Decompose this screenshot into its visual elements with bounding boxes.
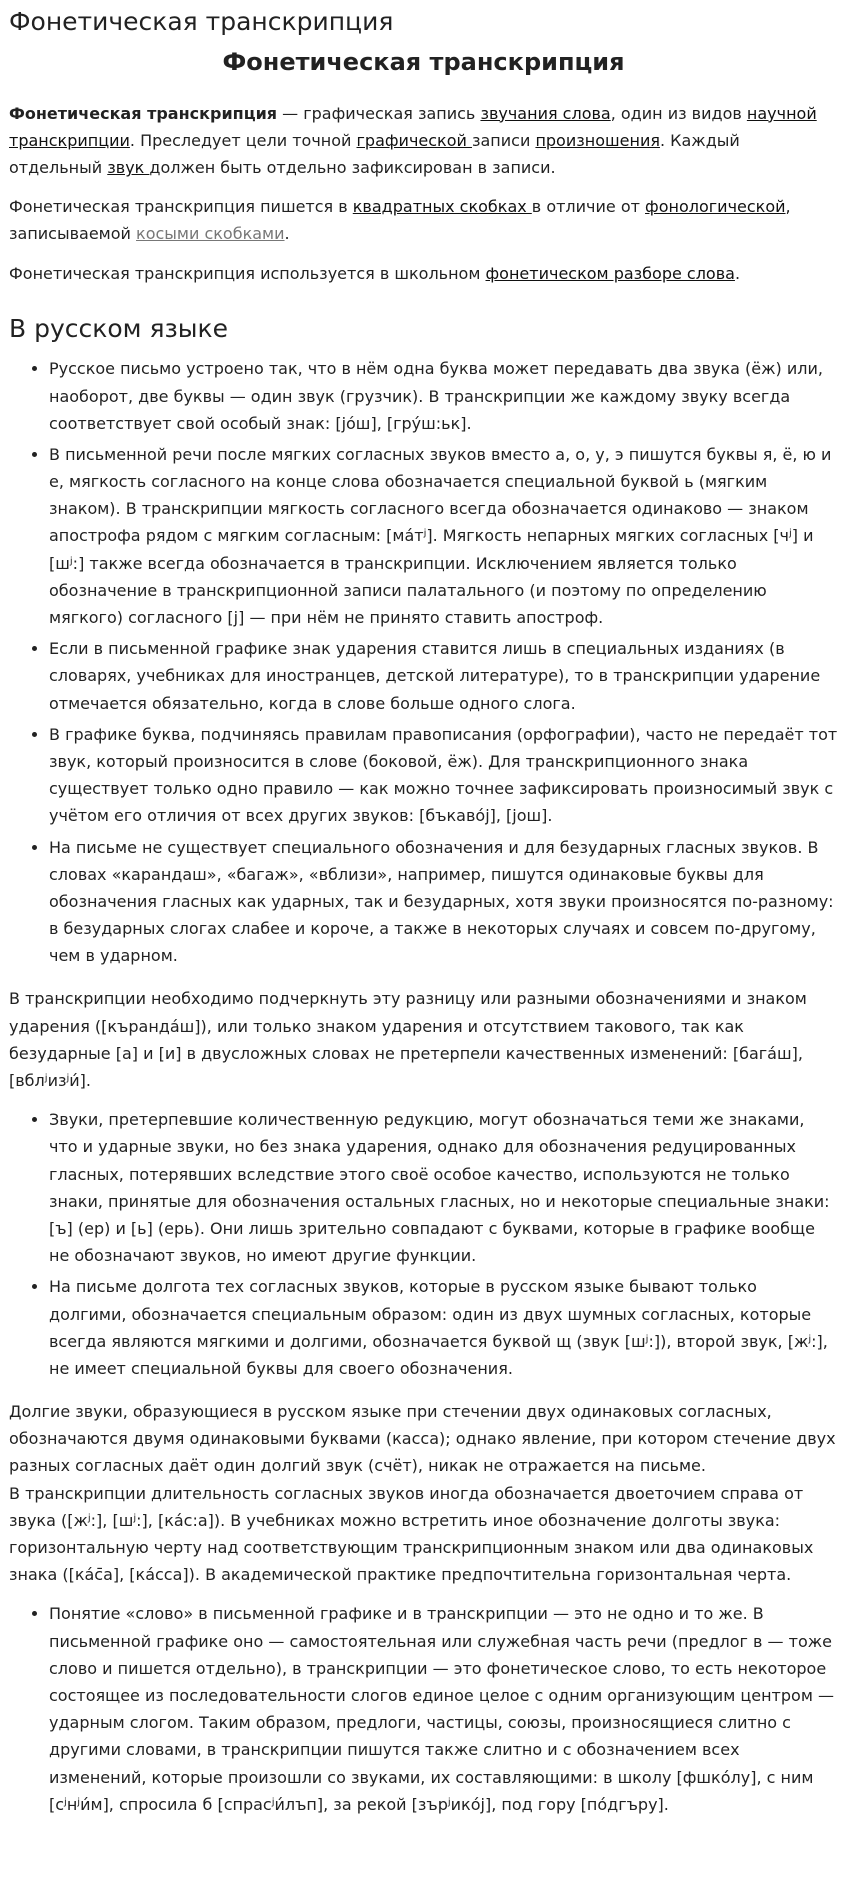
link-scientific-transcription[interactable]: научной транскрипции — [9, 103, 817, 150]
intro-paragraph-3: Фонетическая транскрипция используется в школьном фонетическом разборе слова. — [9, 263, 741, 283]
list-item: • На письме не существует специального обозначения и для безударных гласных звуков. В словах «карандаш», «багаж», «вблизи», например, пишутся одинаковые буквы для обозначения гласных как ударных, так и безударных, хотя звуки произносятся по-разному: в безударных слогах слабее и короче, а также в некоторых случаях и совсем по-другому, чем в ударном. — [49, 834, 838, 970]
intro-paragraph-1: Фонетическая транскрипция — графическая запись звучания слова, один из видов научной транскрипции. Преследует цели точной графической записи произношения. Каждый отдельный звук должен быть отдельно зафиксирован в записи. — [9, 103, 817, 178]
link-sound[interactable]: звук — [107, 158, 150, 178]
page-title: Фонетическая транскрипция — [9, 7, 394, 36]
link-square-brackets[interactable]: квадратных скобках — [352, 197, 532, 217]
link-graphic[interactable]: графической — [356, 130, 472, 150]
paragraph-stress: В транскрипции необходимо подчеркнуть эту разницу или разными обозначениями и знаком ударения ([кърандáш]), или только знаком ударения и отсутствием такового, так как безударные [а] и [и] в двусложных словах не претерпели качественных изменений: [бага́ш], [вблʲизʲи́]. — [9, 989, 807, 1090]
link-phonological[interactable]: фонологической — [645, 197, 786, 217]
list-item: • Русское письмо устроено так, что в нём одна буква может передавать два звука (ёж) или, наоборот, две буквы — один звук (грузчик). В транскрипции же каждому звуку всегда соответствует свой особый знак: [jóш], [гру́ш꞉ьк]. — [49, 355, 838, 437]
list-item: • Звуки, претерпевшие количественную редукцию, могут обозначаться теми же знаками, что и ударные звуки, но без знака ударения, однако для обозначения редуцированных гласных, потерявших вследствие этого своё особое качество, используются не только знаки, принятые для обозначения остальных гласных, но и некоторые специальные знаки: [ъ] (ер) и [ь] (ерь). Они лишь зрительно совпадают с буквами, которые в графике вообще не обозначают звуков, но имеют другие функции. — [49, 1106, 838, 1269]
link-word-sound[interactable]: звучания слова — [480, 103, 611, 123]
article-title: Фонетическая транскрипция — [222, 47, 625, 76]
link-slashes[interactable]: косыми скобками — [136, 224, 285, 244]
bullet-list-3 — [9, 1600, 838, 1818]
list-item: • В графике буква, подчиняясь правилам правописания (орфографии), часто не передаёт тот звук, который произносится в слове (боковой, ёж). Для транскрипционного знака существует только одно правило — как можно точнее зафиксировать произносимый звук с учётом его отличия от всех других звуков: [бъкаво́j], [jош]. — [49, 721, 838, 830]
list-item: • Понятие «слово» в письменной графике и в транскрипции — это не одно и то же. В письменной графике оно — самостоятельная или служебная часть речи (предлог в — тоже слово и пишется отдельно), в транскрипции — это фонетическое слово, то есть некоторое состоящее из последовательности слогов единое целое с одним организующим центром — ударным слогом. Таким образом, предлоги, частицы, союзы, произносящиеся слитно с другими словами, в транскрипции пишутся также слитно и с обозначением всех изменений, которые произошли со звуками, их составляющими: в школу [фшко́лу], с ним [сʲнʲи́м], спросила б [спрасʲи́лъп], за рекой [зърʲико́j], под гору [по́дгъру]. — [49, 1600, 838, 1818]
link-pronunciation[interactable]: произношения — [535, 130, 660, 150]
bullet-list-2 — [9, 1106, 838, 1382]
list-item: • На письме долгота тех согласных звуков, которые в русском языке бывают только долгими, обозначается специальным образом: один из двух шумных согласных, которые всегда являются мягкими и долгими, обозначается буквой щ (звук [шʲ꞉]), второй звук, [жʲ꞉], не имеет специальной буквы для своего обозначения. — [49, 1273, 838, 1382]
link-phonetic-analysis[interactable]: фонетическом разборе слова — [485, 263, 735, 283]
intro-paragraph-2: Фонетическая транскрипция пишется в квадратных скобках в отличие от фонологической, записываемой косыми скобками. — [9, 197, 791, 244]
bullet-list-1 — [9, 355, 838, 969]
list-item: • В письменной речи после мягких согласных звуков вместо а, о, у, э пишутся буквы я, ё, ю и е, мягкость согласного на конце слова обозначается специальной буквой ь (мягким знаком). В транскрипции мягкость согласного всегда обозначается одинаково — знаком апострофа рядом с мягким согласным: [ма́тʲ]. Мягкость непарных мягких согласных [чʲ] и [шʲ꞉] также всегда обозначается в транскрипции. Исключением является только обозначение в транскрипционной записи палатального (и поэтому по определению мягкого) согласного [j] — при нём не принято ставить апостроф. — [49, 441, 838, 631]
list-item: • Если в письменной графике знак ударения ставится лишь в специальных изданиях (в словарях, учебниках для иностранцев, детской литературе), то в транскрипции ударение отмечается обязательно, когда в слове больше одного слога. — [49, 635, 838, 717]
paragraph-long-sounds: Долгие звуки, образующиеся в русском языке при стечении двух одинаковых согласных, обозначаются двумя одинаковыми буквами (касса); однако явление, при котором стечение двух разных согласных даёт один долгий звук (счёт), никак не отражается на письме. В транскрипции длительность согласных звуков иногда обозначается двоеточием справа от звука ([жʲ꞉], [шʲ꞉], [ка́с꞉а]). В учебниках можно встретить иное обозначение долготы звука: горизонтальную черту над соответствующим транскрипционным знаком или два одинаковых знака ([ка́с̄а], [ка́сса]). В академической практике предпочтительна горизонтальная черта. — [9, 1402, 836, 1585]
term-bold: Фонетическая транскрипция — [9, 103, 278, 123]
section-heading: В русском языке — [9, 313, 229, 343]
